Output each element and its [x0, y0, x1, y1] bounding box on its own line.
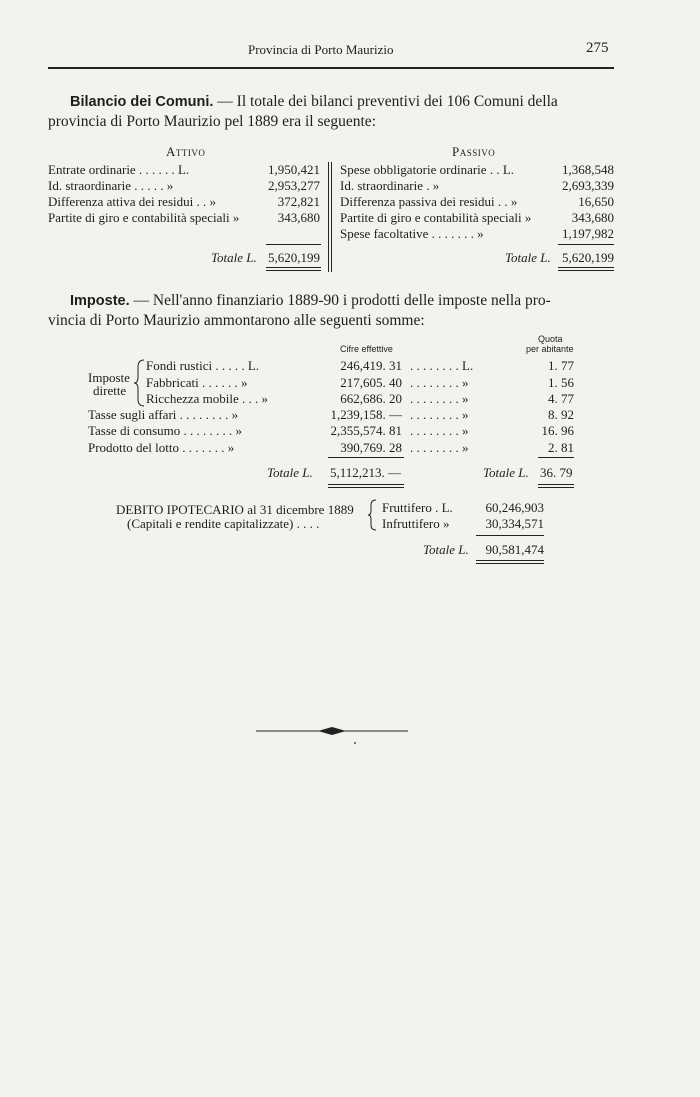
- attivo-row-label: Id. straordinarie . . . . . »: [48, 178, 174, 193]
- passivo-total-rule: [558, 244, 614, 245]
- bilancio-paragraph-line1: [70, 93, 558, 111]
- passivo-row-label: Spese obbligatorie ordinarie . . L.: [340, 162, 515, 177]
- imposte-total-label: Totale L.: [267, 465, 313, 480]
- quota-total-underline-2: [538, 487, 574, 488]
- attivo-total-underline-2: [266, 270, 321, 271]
- attivo-row-value: 2,953,277: [268, 178, 320, 193]
- imposte-row-cifre: 390,769. 28: [340, 440, 402, 455]
- imposte-dirette-label-2: dirette: [93, 383, 127, 398]
- col-cifre-header: Cifre effettive: [340, 344, 393, 354]
- imposte-row-label: Fondi rustici . . . . . L.: [146, 358, 260, 373]
- passivo-total: 5,620,199: [562, 250, 614, 265]
- quota-total: 36. 79: [540, 465, 573, 480]
- header-rule: [48, 67, 614, 69]
- imposte-row-label: Fabbricati . . . . . . »: [146, 375, 248, 390]
- quota-total-underline-1: [538, 484, 574, 485]
- debito-total: 90,581,474: [485, 542, 544, 557]
- bilancio-heading: Bilancio dei Comuni.: [70, 94, 214, 110]
- imposte-intro-2: vincia di Porto Maurizio ammontarono alle seguenti somme:: [48, 312, 425, 329]
- passivo-row-value: 16,650: [578, 194, 614, 209]
- attivo-row-label: Entrate ordinarie . . . . . . L.: [48, 162, 190, 177]
- page-number: 275: [586, 40, 609, 56]
- imposte-row-label: Ricchezza mobile . . . »: [146, 391, 269, 406]
- debito-total-underline-1: [476, 560, 544, 561]
- speck: [354, 742, 356, 744]
- passivo-total-underline-2: [558, 270, 614, 271]
- imposte-paragraph-line1: [70, 292, 551, 310]
- attivo-row-value: 343,680: [277, 210, 320, 225]
- running-header: Provincia di Porto Maurizio: [248, 42, 394, 57]
- imposte-row-cifre: 246,419. 31: [340, 358, 402, 373]
- attivo-total: 5,620,199: [268, 250, 320, 265]
- imposte-row-cifre: 2,355,574. 81: [330, 423, 402, 438]
- imposte-row-dots: . . . . . . . . L.: [410, 358, 474, 373]
- attivo-row-value: 372,821: [277, 194, 320, 209]
- passivo-total-label: Totale L.: [505, 250, 551, 265]
- end-ornament: [256, 723, 408, 739]
- attivo-row-label: Partite di giro e contabilità speciali »: [48, 210, 240, 225]
- imposte-row-dots: . . . . . . . . »: [410, 440, 469, 455]
- imposte-row-label: Tasse di consumo . . . . . . . . »: [88, 423, 242, 438]
- imposte-row-quota: 1. 77: [548, 358, 574, 373]
- column-divider-left: [328, 162, 329, 272]
- imposte-row-cifre: 217,605. 40: [340, 375, 402, 390]
- imposte-row-cifre: 1,239,158. —: [330, 407, 402, 422]
- col-quota-header-2: per abitante: [526, 344, 574, 354]
- passivo-row-value: 2,693,339: [562, 178, 614, 193]
- passivo-total-underline-1: [558, 267, 614, 268]
- attivo-row-value: 1,950,421: [268, 162, 320, 177]
- quota-total-rule: [538, 457, 574, 458]
- debito-total-underline-2: [476, 563, 544, 564]
- imposte-row-quota: 16. 96: [541, 423, 574, 438]
- passivo-row-value: 1,197,982: [562, 226, 614, 241]
- imposte-row-dots: . . . . . . . . »: [410, 375, 469, 390]
- debito-fruttifero-label: Fruttifero . L.: [382, 500, 453, 515]
- passivo-row-label: Spese facoltative . . . . . . . »: [340, 226, 484, 241]
- debito-total-rule: [476, 535, 544, 536]
- imposte-intro-1: — Nell'anno finanziario 1889-90 i prodotti delle imposte nella pro-: [133, 292, 551, 309]
- passivo-title: Passivo: [452, 144, 496, 159]
- bilancio-intro-1: — Il totale dei bilanci preventivi dei 106 Comuni della: [217, 93, 558, 110]
- debito-line-2: (Capitali e rendite capitalizzate) . . . .: [127, 516, 320, 531]
- bilancio-intro-2: provincia di Porto Maurizio pel 1889 era il seguente:: [48, 113, 376, 130]
- column-divider-right: [331, 162, 332, 272]
- imposte-total-underline-1: [328, 484, 404, 485]
- debito-infruttifero-value: 30,334,571: [485, 516, 544, 531]
- imposte-row-dots: . . . . . . . . »: [410, 407, 469, 422]
- imposte-row-quota: 8. 92: [548, 407, 574, 422]
- debito-fruttifero-value: 60,246,903: [485, 500, 544, 515]
- imposte-row-dots: . . . . . . . . »: [410, 423, 469, 438]
- imposte-row-quota: 1. 56: [548, 375, 574, 390]
- debito-brace: [368, 499, 378, 531]
- passivo-row-label: Partite di giro e contabilità speciali »: [340, 210, 532, 225]
- imposte-total-underline-2: [328, 487, 404, 488]
- attivo-total-underline-1: [266, 267, 321, 268]
- debito-infruttifero-label: Infruttifero »: [382, 516, 450, 531]
- attivo-total-rule: [266, 244, 321, 245]
- imposte-row-cifre: 662,686. 20: [340, 391, 402, 406]
- attivo-total-label: Totale L.: [211, 250, 257, 265]
- imposte-row-label: Prodotto del lotto . . . . . . . »: [88, 440, 235, 455]
- quota-total-label: Totale L.: [483, 465, 529, 480]
- imposte-row-quota: 4. 77: [548, 391, 574, 406]
- imposte-row-dots: . . . . . . . . »: [410, 391, 469, 406]
- imposte-heading: Imposte.: [70, 293, 130, 309]
- imposte-total: 5,112,213. —: [330, 465, 402, 480]
- passivo-row-label: Id. straordinarie . »: [340, 178, 440, 193]
- passivo-row-value: 1,368,548: [562, 162, 614, 177]
- col-quota-header-1: Quota: [538, 334, 563, 344]
- passivo-row-label: Differenza passiva dei residui . . »: [340, 194, 518, 209]
- imposte-dirette-brace: [134, 359, 146, 407]
- imposte-dirette-label-1: Imposte: [88, 370, 130, 385]
- passivo-row-value: 343,680: [571, 210, 614, 225]
- imposte-row-quota: 2. 81: [548, 440, 574, 455]
- debito-total-label: Totale L.: [423, 542, 469, 557]
- debito-line-1: DEBITO IPOTECARIO al 31 dicembre 1889: [116, 502, 354, 517]
- imposte-row-label: Tasse sugli affari . . . . . . . . »: [88, 407, 239, 422]
- attivo-title: Attivo: [166, 144, 206, 159]
- imposte-total-rule: [328, 457, 404, 458]
- attivo-row-label: Differenza attiva dei residui . . »: [48, 194, 216, 209]
